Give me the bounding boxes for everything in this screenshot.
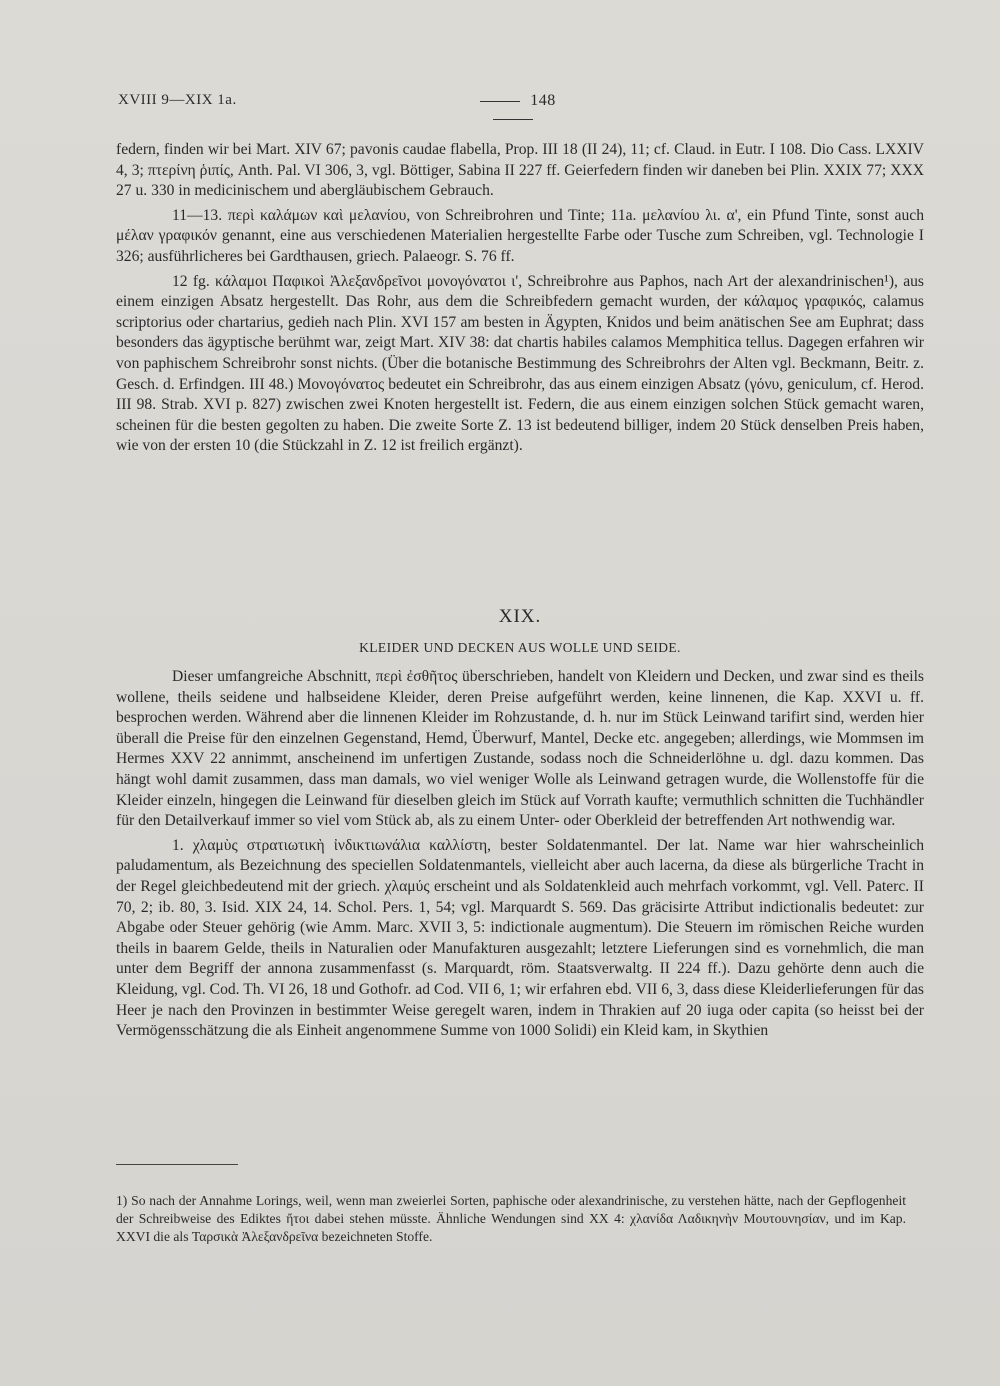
section-body [116, 667, 924, 1046]
section-number: XIX. [498, 606, 542, 627]
footnote: 1) So nach der Annahme Lorings, weil, wenn man zweierlei Sorten, paphische oder alexandrinische, zu verstehen hätte, nach der Gepflogenheit der Schreibweise des Ediktes ἤτοι dabei stehen müsste. Ähnliche Wendungen sind XX 4: χλανίδα Λαδικηνὴν Μουτουνησίαν, und im Kap. XXVI die als Ταρσικὰ Ἀλεξανδρεῖνα bezeichneten Stoffe. [116, 1192, 906, 1244]
commentary-top [116, 140, 924, 461]
paragraph-feathers: federn, finden wir bei Mart. XIV 67; pavonis caudae flabella, Prop. III 18 (II 24), 11; cf. Claud. in Eutr. I 108. Dio Cass. LXXIV 4, 3; πτερίνη ῥιπίς, Anth. Pal. VI 306, 3, vgl. Böttiger, Sabina II 227 ff. Geierfedern finden wir daneben bei Plin. XXIX 77; XXX 27 u. 330 in medicinischem und abergläubischem Gebrauch. [116, 141, 924, 200]
page-number: 148 [448, 92, 578, 128]
footnote-rule [116, 1164, 238, 1165]
paragraph-chlamys: 1. χλαμὺς στρατιωτικὴ ἰνδικτιωνάλια καλλίστη, bester Soldatenmantel. Der lat. Name war hier wahrscheinlich paludamentum, als Bezeichnung des speciellen Soldatenmantels, vielleicht aber auch lacerna, da diese als bürgerliche Tracht in der Regel gleichbedeutend mit der griech. χλαμύς erscheint und als Soldatenkleid auch mehrfach vorkommt, vgl. Vell. Paterc. II 70, 2; ib. 80, 3. Isid. XIX 24, 14. Schol. Pers. 1, 54; vgl. Marquardt S. 569. Das gräcisirte Attribut indictionalis bedeutet: zur Abgabe oder Steuer gehörig (wie Amm. Marc. XVII 3, 5: indictionale augmentum). Die Steuern im römischen Reiche wurden theils in baarem Gelde, theils in Naturalien oder Manufakturen ausgezahlt; letztere Lieferungen sind es vornehmlich, die man unter dem Begriff der annona zusammenfasst (s. Marquardt, röm. Staatsverwaltg. II 224 ff.). Dazu gehörte denn auch die Kleidung, vgl. Cod. Th. VI 26, 18 und Gothofr. ad Cod. VII 6, 1; wir erfahren ebd. VII 6, 3, dass diese Kleiderlieferungen für das Heer je nach den Provinzen in bestimmter Weise geregelt waren, indem in Thrakien auf 20 iuga oder capita (so heisst bei der Vermögensschätzung die als Einheit angenommene Summe von 1000 Solidi) ein Kleid kam, in Skythien [116, 836, 924, 1040]
paragraph-reeds: 12 fg. κάλαμοι Παφικοὶ Ἀλεξανδρεῖνοι μονογόνατοι ι', Schreibrohre aus Paphos, nach Art der alexandrinischen¹), aus einem einzigen Absatz hergestellt. Das Rohr, aus dem die Schreibfedern gemacht wurden, der κάλαμος γραφικός, calamus scriptorius oder chartarius, gedieh nach Plin. XVI 157 am besten in Ägypten, Knidos und beim anätischen See am Euphrat; dass besonders das ägyptische berühmt war, zeigt Mart. XIV 38: dat chartis habiles calamos Memphitica tellus. Dagegen erfahren wir von paphischem Schreibrohr sonst nichts. (Über die botanische Bestimmung des Schreibrohrs der Alten vgl. Beckmann, Beitr. z. Gesch. d. Erfindgen. III 48.) Μονογόνατος bedeutet ein Schreibrohr, das aus einem einzigen Absatz (γόνυ, geniculum, cf. Herod. III 98. Strab. XVI p. 827) zwischen zwei Knoten hergestellt ist. Federn, die aus einem einzigen solchen Stück gemacht waren, scheinen für die besten gegolten zu haben. Die zweite Sorte Z. 13 ist bedeutend billiger, indem 20 Stück denselben Preis haben, wie von der ersten 10 (die Stückzahl in Z. 12 ist freilich ergänzt). [116, 272, 924, 455]
paragraph-intro: Dieser umfangreiche Abschnitt, περὶ ἐσθῆτος überschrieben, handelt von Kleidern und Decken, und zwar sind es theils wollene, theils seidene und halbseidene Kleider, deren Preise aufgeführt werden, keine linnenen, die Kap. XXVI u. ff. besprochen werden. Während aber die linnenen Kleider im Rohzustande, d. h. nur im Stück Leinwand tarifirt sind, werden hier überall die Preise für den einzelnen Gegenstand, Hemd, Überwurf, Mantel, Decke etc. angegeben; allerdings, wie Mommsen im Hermes XXV 22 annimmt, anscheinend im unfertigen Zustande, sodass noch die Schneiderlöhne u. dgl. dazu kommen. Das hängt wohl damit zusammen, dass man damals, wo viel weniger Wolle als Leinwand getragen wurde, die Wollenstoffe für die Kleider einzeln, hingegen die Leinwand für dieselben gleich im Stück auf Vorrath kaufte; vermuthlich schnitten die Tuchhändler für den Detailverkauf immer so viel vom Stück ab, als zu einem Unter- oder Oberkleid der betreffenden Art nothwendig war. [116, 668, 924, 830]
running-head: XVIII 9—XIX 1a. [118, 92, 237, 108]
section-title: KLEIDER UND DECKEN AUS WOLLE UND SEIDE. [359, 640, 681, 655]
paragraph-ink: 11—13. περὶ καλάμων καὶ μελανίου, von Schreibrohren und Tinte; 11a. μελανίου λι. α', ein Pfund Tinte, sonst auch μέλαν γραφικόν genannt, eine aus verschiedenen Materialien hergestellte Farbe oder Tusche zum Schreiben, vgl. Technologie I 326; ausführlicheres bei Gardthausen, griech. Palaeogr. S. 76 ff. [116, 206, 924, 265]
